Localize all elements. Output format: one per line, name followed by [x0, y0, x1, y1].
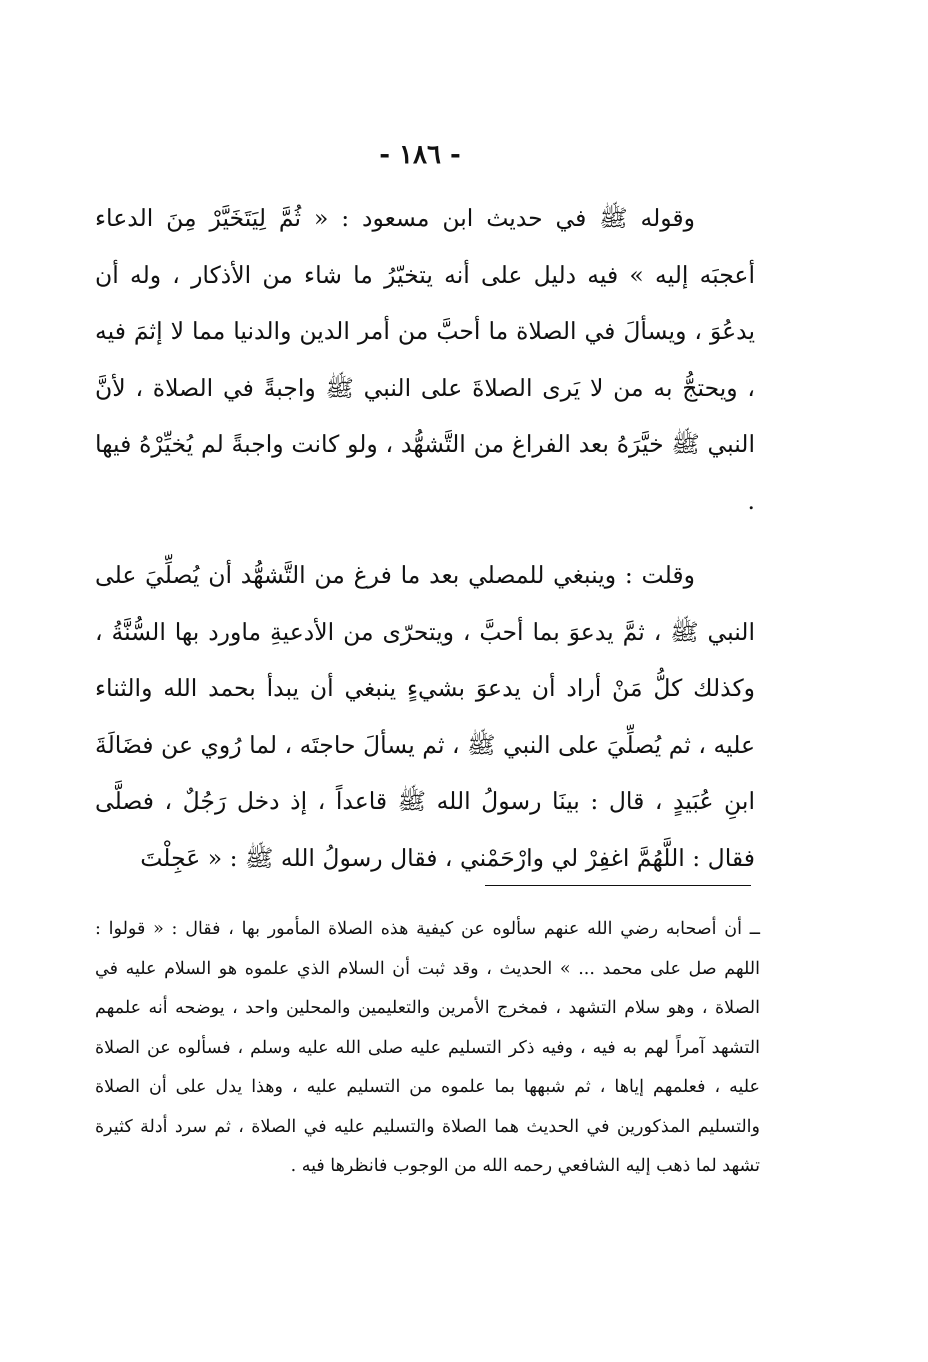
footnote-separator	[485, 885, 751, 886]
paragraph-2: وقلت : وينبغي للمصلي بعد ما فرغ من التَّشهُّد أن يُصلِّيَ على النبي ﷺ ، ثمَّ يدعوَ بما أحبَّ ، ويتحرّى من الأدعيةِ ماورد بها السُّنَّةُ ، وكذلك كلُّ مَنْ أراد أن يدعوَ بشيءٍ ينبغي أن يبدأ بحمد الله والثناء عليه ، ثم يُصلِّيَ على النبي ﷺ ، ثم يسألَ حاجتَه ، لما رُوي عن فضَالَةَ ابنِ عُبَيدٍ ، قال : بينَا رسولُ الله ﷺ قاعداً ، إذ دخل رَجُلٌ ، فصلَّى فقال : اللَّهُمَّ اغفِرْ لي وارْحَمْني ، فقال رسولُ الله ﷺ : « عَجِلْتَ	[95, 561, 755, 872]
footnote-text: ــ أن أصحابه رضي الله عنهم سألوه عن كيفية هذه الصلاة المأمور بها ، فقال : « قولوا : اللهم صل على محمد ... » الحديث ، وقد ثبت أن السلام الذي علموه هو السلام عليه في الصلاة ، وهو سلام التشهد ، فمخرج الأمرين والتعليمين والمحلين واحد ، يوضحه أنه علمهم التشهد آمراً لهم به فيه ، وفيه ذكر التسليم عليه صلى الله عليه وسلم ، فسألوه عن الصلاة عليه ، فعلمهم إياها ، ثم شبهها بما علموه من التسليم عليه ، وهذا يدل على أن الصلاة والتسليم المذكورين في الحديث هما الصلاة والتسليم عليه في الصلاة ، ثم سرد أدلة كثيرة تشهد لما ذهب إليه الشافعي رحمه الله من الوجوب فانظرها فيه .	[95, 919, 760, 1176]
page-number: - ١٨٦ -	[379, 140, 461, 170]
paragraph-1: وقوله ﷺ في حديث ابن مسعود : « ثُمَّ لِيَتَخَيَّرْ مِنَ الدعاء أعجبَه إليه » فيه دليل على أنه يتخيّرُ ما شاء من الأذكار ، وله أن يدعُوَ ، ويسألَ في الصلاة ما أحبَّ من أمر الدين والدنيا مما لا إثمَ فيه ، ويحتجُّ به من لا يَرى الصلاةَ على النبي ﷺ واجبةً في الصلاة ، لأنَّ النبي ﷺ خيَّرَهُ بعد الفراغ من التَّشهُّد ، ولو كانت واجبةً لم يُخيِّرْهُ فيها .	[95, 204, 755, 515]
main-text-body	[95, 190, 755, 886]
